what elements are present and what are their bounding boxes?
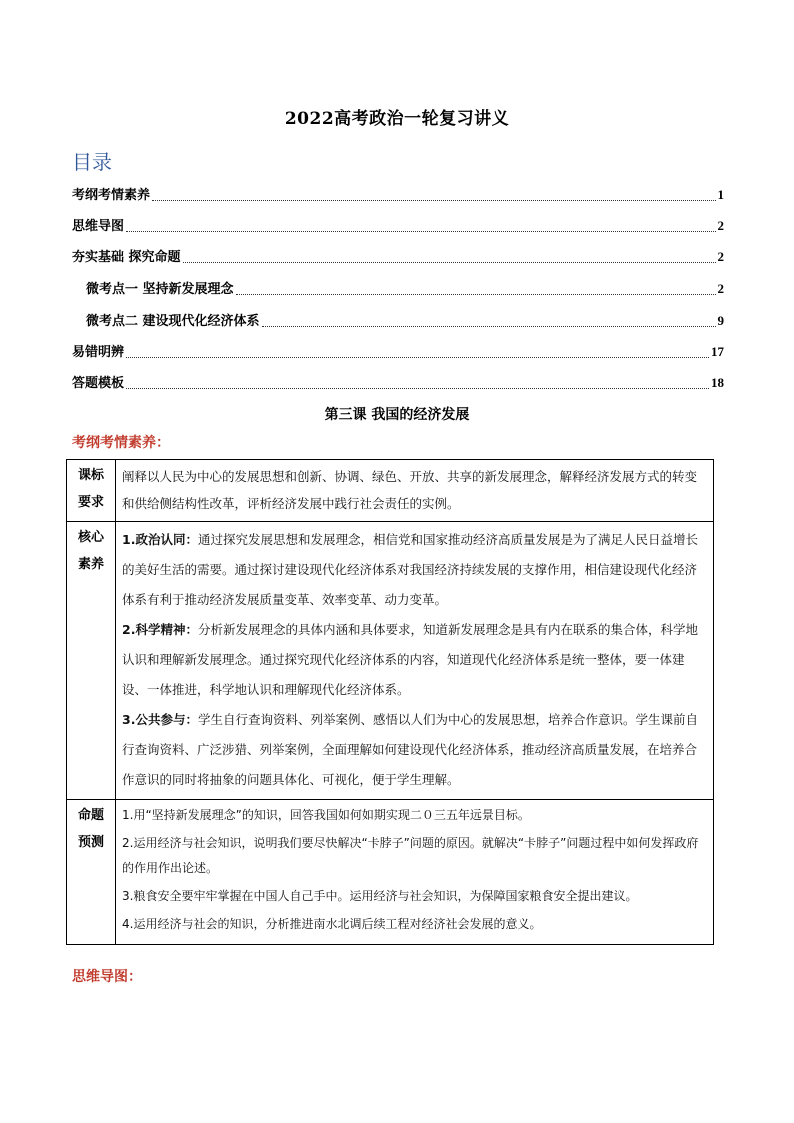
- row-label: [67, 522, 116, 800]
- toc-entry[interactable]: [86, 310, 724, 330]
- row-content: [116, 800, 714, 945]
- row-content: [116, 460, 714, 522]
- toc-leader: [262, 325, 716, 327]
- row-label-line: 核心: [77, 530, 104, 545]
- table-row: [67, 522, 714, 800]
- curriculum-requirement: 阐释以人民为中心的发展思想和创新、协调、绿色、开放、共享的新发展理念，解释经济发展方式的转变和供给侧结构性改革，评析经济发展中践行社会责任的实例。: [122, 469, 698, 511]
- item-text: 学生自行查询资料、列举案例、感悟以人们为中心的发展思想，培养合作意识。学生课前自行查询资料、广泛涉猎、列举案例，全面理解如何建设现代化经济体系，推动经济高质量发展，在培养合作意识的同时将抽象的问题具体化、可视化，便于学生理解。: [122, 712, 698, 787]
- toc-entry-label: 夯实基础 探究命题: [72, 250, 181, 265]
- toc-entry[interactable]: [72, 215, 724, 235]
- toc-entry[interactable]: [72, 341, 724, 361]
- toc-heading: 目录: [72, 150, 112, 174]
- toc-leader: [183, 261, 716, 263]
- toc-entry-page: 1: [717, 187, 724, 202]
- toc-entry-label: 微考点二 建设现代化经济体系: [86, 314, 260, 329]
- toc-entry-page: 17: [711, 344, 724, 359]
- toc-entry-page: 2: [717, 281, 724, 296]
- toc-entry[interactable]: [72, 184, 724, 204]
- toc-entry-label: 答题模板: [72, 376, 125, 391]
- toc-entry-page: 9: [717, 313, 724, 328]
- table-row: [67, 460, 714, 522]
- core-literacy-item: [122, 525, 707, 615]
- row-label-line: 要求: [77, 495, 104, 510]
- toc-entry-label: 思维导图: [72, 219, 125, 234]
- syllabus-table: [66, 459, 714, 945]
- prediction-item: 3.粮食安全要牢牢掌握在中国人自己手中。运用经济与社会知识，为保障国家粮食安全提出建议。: [122, 889, 638, 903]
- toc-leader: [236, 293, 716, 295]
- row-label: [67, 460, 116, 522]
- item-text: 分析新发展理念的具体内涵和具体要求，知道新发展理念是具有内在联系的集合体，科学地认识和理解新发展理念。通过探究现代化经济体系的内容，知道现代化经济体系是统一整体，要一体建设、一体推进，科学地认识和理解现代化经济体系。: [122, 622, 698, 697]
- row-label-line: 课标: [77, 468, 104, 483]
- row-label-line: 命题: [77, 808, 104, 823]
- row-label-line: 预测: [77, 835, 104, 850]
- toc-entry-page: 2: [717, 218, 724, 233]
- table-row: [67, 800, 714, 945]
- toc-leader: [126, 356, 709, 358]
- mindmap-heading: 思维导图：: [72, 969, 142, 985]
- row-label: [67, 800, 116, 945]
- syllabus-heading: 考纲考情素养：: [72, 435, 170, 451]
- item-lead: 3.公共参与：: [122, 712, 198, 727]
- toc-leader: [152, 199, 715, 201]
- toc-entry-label: 微考点一 坚持新发展理念: [86, 282, 234, 297]
- lesson-title: 第三课 我国的经济发展: [324, 407, 470, 423]
- prediction-item: 4.运用经济与社会的知识，分析推进南水北调后续工程对经济社会发展的意义。: [122, 917, 542, 931]
- prediction-item: 2.运用经济与社会知识，说明我们要尽快解决“卡脖子”问题的原因。就解决“卡脖子”问题过程中如何发挥政府的作用作出论述。: [122, 836, 699, 875]
- row-label-line: 素养: [77, 557, 104, 572]
- item-text: 通过探究发展思想和发展理念，相信党和国家推动经济高质量发展是为了满足人民日益增长的美好生活的需要。通过探讨建设现代化经济体系对我国经济持续发展的支撑作用，相信建设现代化经济体系有利于推动经济发展质量变革、效率变革、动力变革。: [122, 532, 698, 607]
- core-literacy-item: [122, 615, 707, 705]
- row-content: [116, 522, 714, 800]
- toc-entry[interactable]: [72, 372, 724, 392]
- toc-entry[interactable]: [86, 278, 724, 298]
- toc-entry[interactable]: [72, 246, 724, 266]
- toc-leader: [126, 230, 715, 232]
- prediction-item: 1.用“坚持新发展理念”的知识，回答我国如何如期实现二０三五年远景目标。: [122, 808, 530, 822]
- item-lead: 1.政治认同：: [122, 532, 198, 547]
- document-title: 2022高考政治一轮复习讲义: [284, 109, 510, 129]
- toc-leader: [126, 387, 709, 389]
- toc-entry-page: 2: [717, 249, 724, 264]
- toc-entry-label: 易错明辨: [72, 345, 125, 360]
- core-literacy-item: [122, 705, 707, 795]
- toc-entry-label: 考纲考情素养: [72, 188, 151, 203]
- item-lead: 2.科学精神：: [122, 622, 198, 637]
- toc-entry-page: 18: [711, 375, 724, 390]
